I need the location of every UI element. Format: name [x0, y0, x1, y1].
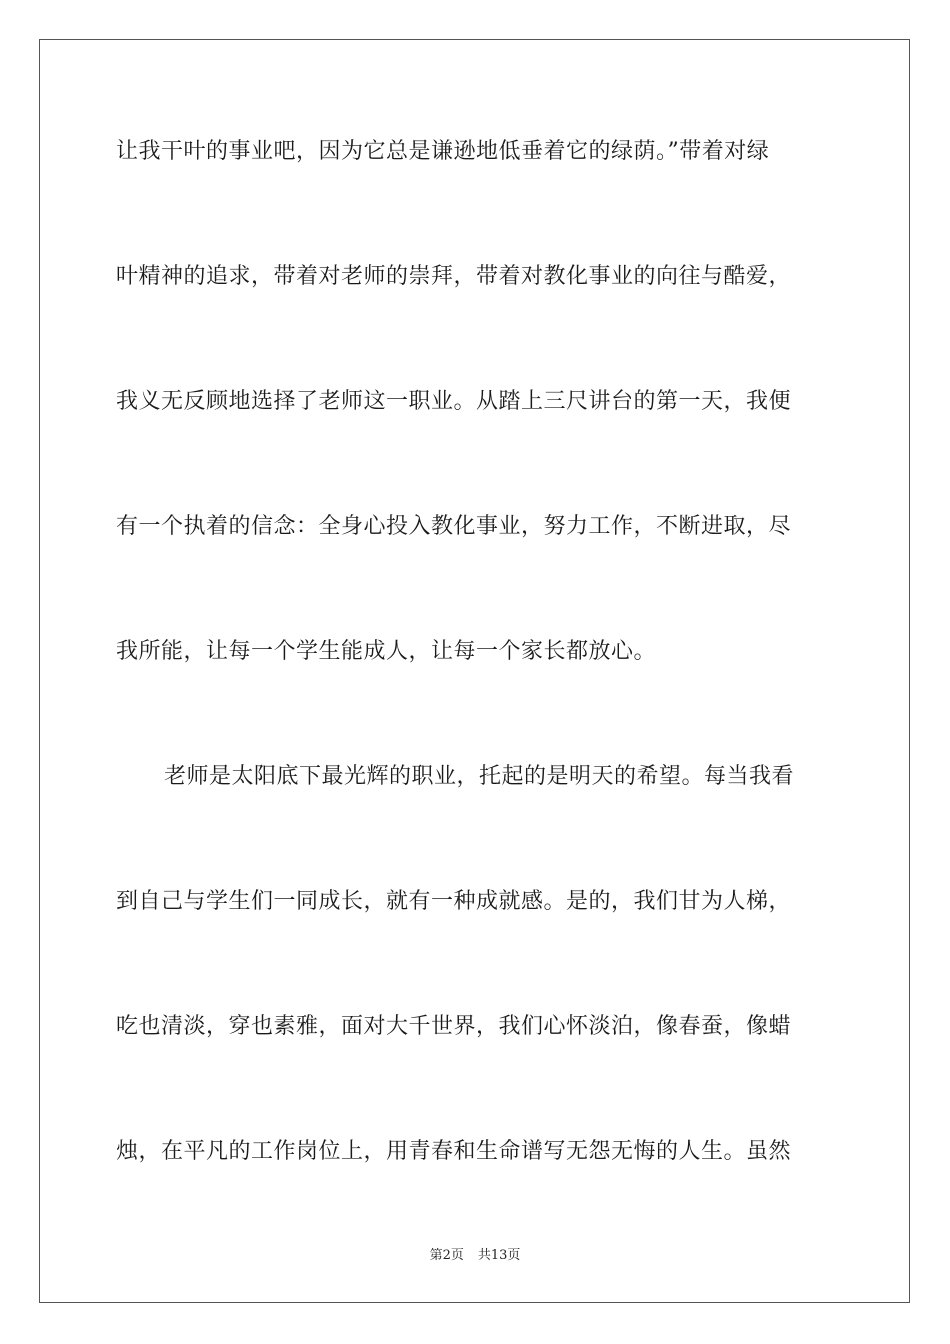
page-footer — [0, 1247, 950, 1265]
page-number: 第2页 — [429, 1248, 464, 1263]
page-total: 共13页 — [477, 1248, 521, 1263]
page-border — [39, 39, 910, 1303]
text-line-2: 叶精神的追求，带着对老师的崇拜，带着对教化事业的向往与酷爱， — [116, 264, 792, 289]
text-line-3: 我义无反顾地选择了老师这一职业。从踏上三尺讲台的第一天，我便 — [116, 389, 792, 414]
text-line-8: 吃也清淡，穿也素雅，面对大千世界，我们心怀淡泊，像春蚕，像蜡 — [116, 1014, 792, 1039]
text-line-4: 有一个执着的信念：全身心投入教化事业，努力工作，不断进取，尽 — [116, 514, 792, 539]
text-line-7: 到自己与学生们一同成长，就有一种成就感。是的，我们甘为人梯， — [116, 889, 792, 914]
text-line-1: 让我干叶的事业吧，因为它总是谦逊地低垂着它的绿荫。”带着对绿 — [116, 139, 770, 164]
text-line-6: 老师是太阳底下最光辉的职业，托起的是明天的希望。每当我看 — [164, 764, 795, 789]
text-line-5: 我所能，让每一个学生能成人，让每一个家长都放心。 — [116, 639, 657, 664]
text-line-9: 烛，在平凡的工作岗位上，用青春和生命谱写无怨无悔的人生。虽然 — [116, 1139, 792, 1164]
